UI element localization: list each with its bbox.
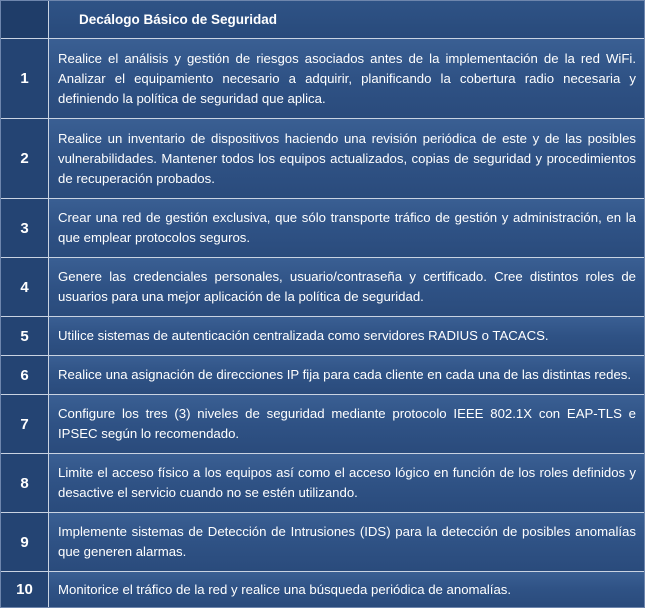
row-text: Realice un inventario de dispositivos haciendo una revisión periódica de este y de las posibles vulnerabilidades. Mantener todos los equipos actualizados, copias de seguridad y procedimientos de recuperación probados. (58, 130, 636, 186)
row-number: 9 (1, 513, 49, 571)
table-row (1, 513, 644, 572)
row-number: 5 (1, 317, 49, 355)
table-row (1, 258, 644, 317)
row-number: 2 (1, 119, 49, 198)
row-number: 7 (1, 395, 49, 453)
row-text: Configure los tres (3) niveles de seguridad mediante protocolo IEEE 802.1X con EAP-TLS e IPSEC según lo recomendado. (58, 406, 636, 441)
table-row (1, 119, 644, 199)
table-row (1, 454, 644, 513)
row-number: 3 (1, 199, 49, 257)
row-text: Limite el acceso físico a los equipos así como el acceso lógico en función de los roles definidos y desactive el servicio cuando no se estén utilizando. (58, 465, 636, 500)
row-number: 1 (1, 39, 49, 118)
table-row (1, 395, 644, 454)
row-number: 10 (1, 572, 49, 607)
row-number: 6 (1, 356, 49, 394)
row-text: Utilice sistemas de autenticación centralizada como servidores RADIUS o TACACS. (58, 328, 549, 343)
header-number-cell (1, 1, 49, 38)
row-text: Realice una asignación de direcciones IP fija para cada cliente en cada una de las distintas redes. (58, 367, 632, 382)
row-text: Crear una red de gestión exclusiva, que sólo transporte tráfico de gestión y administración, en la que emplear protocolos seguros. (58, 210, 636, 245)
table-row (1, 39, 644, 119)
table-row (1, 572, 644, 607)
row-text: Realice el análisis y gestión de riesgos asociados antes de la implementación de la red WiFi. Analizar el equipamiento necesario a adquirir, planificando la cobertura radio necesaria y definiendo la política de seguridad que aplica. (58, 50, 636, 106)
table-row (1, 199, 644, 258)
table-row (1, 356, 644, 395)
row-text: Genere las credenciales personales, usuario/contraseña y certificado. Cree distintos roles de usuarios para una mejor aplicación de la política de seguridad. (58, 269, 636, 304)
table-row (1, 317, 644, 356)
row-text: Monitorice el tráfico de la red y realice una búsqueda periódica de anomalías. (58, 581, 512, 597)
row-text: Implemente sistemas de Detección de Intrusiones (IDS) para la detección de posibles anomalías que generen alarmas. (58, 524, 636, 559)
table-header-row (1, 1, 644, 39)
table-title: Decálogo Básico de Seguridad (49, 1, 644, 38)
row-number: 4 (1, 258, 49, 316)
row-number: 8 (1, 454, 49, 512)
